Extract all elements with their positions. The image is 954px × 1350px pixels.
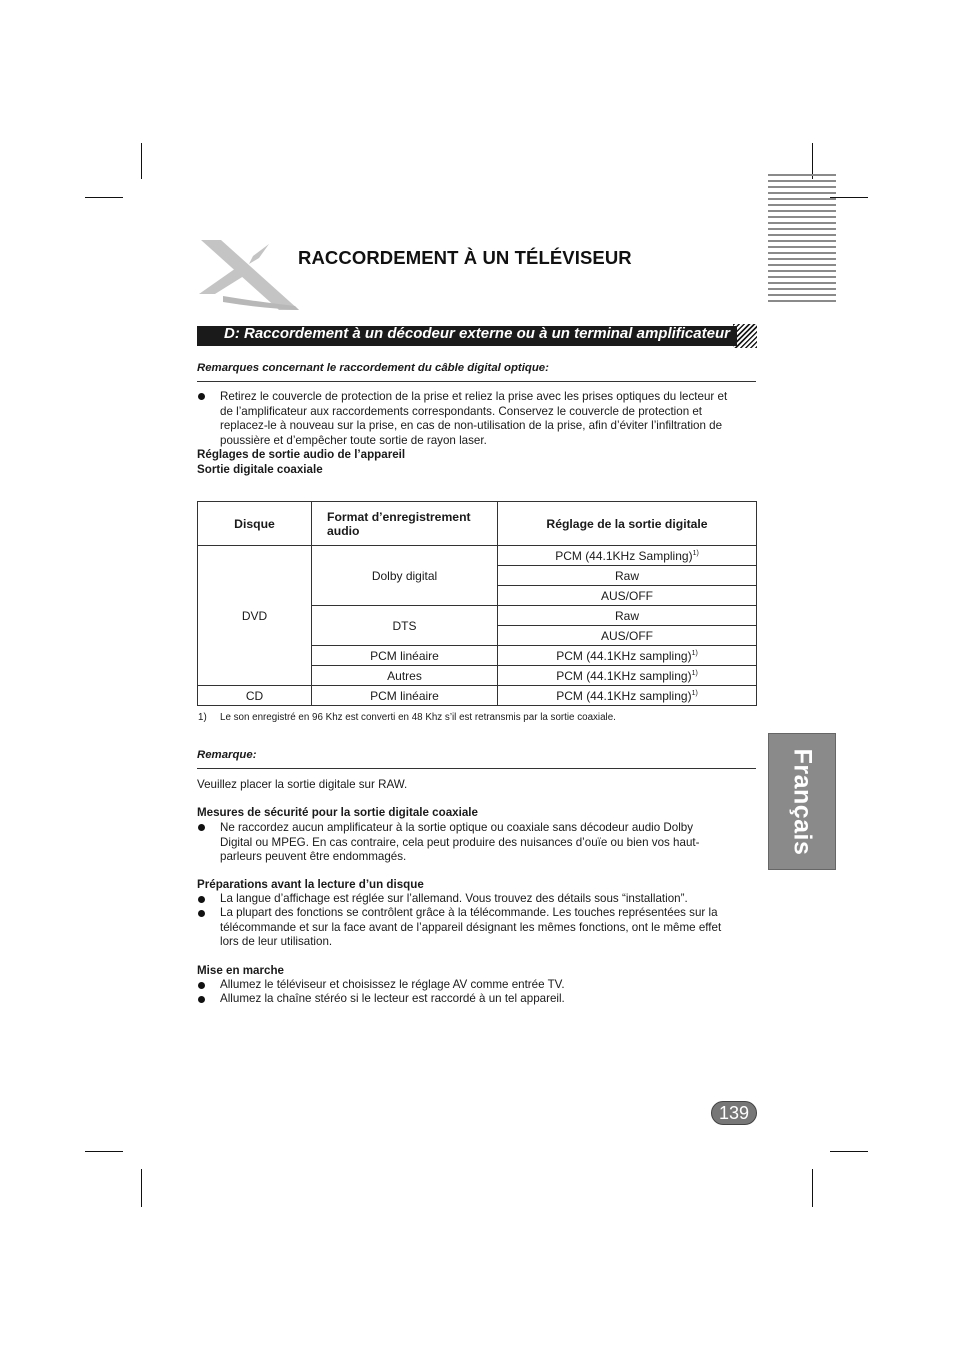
text-line: poussière et d’empêcher toute sortie de rayon laser. — [220, 433, 487, 447]
preparations-heading: Préparations avant la lecture d’un disque — [197, 878, 424, 891]
brand-x-logo — [195, 236, 303, 312]
preparations-item: La langue d’affichage est réglée sur l’allemand. Vous trouvez des détails sous “installation”. — [220, 892, 688, 905]
page-number: 139 — [711, 1101, 757, 1125]
format-dolby-cell: Dolby digital — [312, 546, 498, 606]
output-cell: AUS/OFF — [498, 586, 757, 606]
text-line: replacez-le à nouveau sur la prise, en cas de non-utilisation de la prise, afin d’éviter l’infiltration de — [220, 419, 723, 433]
footnote-marker: 1) — [198, 712, 207, 723]
section-title: D: Raccordement à un décodeur externe ou à un terminal amplificateur — [224, 325, 730, 342]
decorative-stripes — [768, 174, 836, 306]
power-item: Allumez le téléviseur et choisissez le réglage AV comme entrée TV. — [220, 978, 565, 991]
optical-notes-heading: Remarques concernant le raccordement du câble digital optique: — [197, 362, 549, 374]
text-line: parleurs peuvent être endommagés. — [220, 850, 407, 864]
bullet-icon — [198, 996, 205, 1003]
section-hatch-decoration — [733, 324, 757, 348]
optical-notes-paragraph — [220, 390, 756, 448]
output-cell — [498, 666, 757, 686]
crop-mark — [812, 1169, 813, 1207]
format-pcm-cell: PCM linéaire — [312, 646, 498, 666]
output-text: PCM (44.1KHz sampling) — [556, 688, 692, 703]
output-cell — [498, 686, 757, 706]
divider — [197, 381, 756, 382]
text-line: lors de leur utilisation. — [220, 935, 333, 949]
footnote-mark: 1) — [691, 669, 698, 677]
header-format: Format d’enregistrement audio — [312, 502, 498, 546]
remark-heading: Remarque: — [197, 749, 257, 761]
power-item: Allumez la chaîne stéréo si le lecteur est raccordé à un tel appareil. — [220, 992, 565, 1005]
format-dts-cell: DTS — [312, 606, 498, 646]
crop-mark — [85, 1151, 123, 1152]
language-tab — [768, 733, 836, 870]
footnote-mark: 1) — [691, 649, 698, 657]
digital-output-table — [197, 501, 757, 706]
output-text: PCM (44.1KHz Sampling) — [555, 548, 693, 563]
crop-mark — [141, 143, 142, 179]
output-cell: AUS/OFF — [498, 626, 757, 646]
footnote-text: Le son enregistré en 96 Khz est converti en 48 Khz s’il est retransmis par la sortie coaxiale. — [220, 712, 616, 723]
table-header-row — [198, 502, 757, 546]
output-cell: Raw — [498, 606, 757, 626]
bullet-icon — [198, 393, 205, 400]
crop-mark — [141, 1169, 142, 1207]
coax-heading: Sortie digitale coaxiale — [197, 463, 323, 476]
footnote-mark: 1) — [691, 689, 698, 697]
text-line: La plupart des fonctions se contrôlent grâce à la télécommande. Les touches représentées sur la — [220, 906, 718, 919]
crop-mark — [830, 1151, 868, 1152]
text-line: Retirez le couvercle de protection de la prise et reliez la prise avec les prises optiques du lecteur et — [220, 390, 728, 403]
text-line: télécommande et sur la face avant de l’appareil désignant les mêmes fonctions, ont le même effet — [220, 920, 722, 934]
preparations-item — [220, 906, 756, 950]
format-autres-cell: Autres — [312, 666, 498, 686]
text-line: de l’amplificateur aux raccordements correspondants. Conservez le couvercle de protection et — [220, 404, 703, 418]
output-text: PCM (44.1KHz sampling) — [556, 668, 692, 683]
output-cell — [498, 646, 757, 666]
safety-heading: Mesures de sécurité pour la sortie digitale coaxiale — [197, 806, 478, 819]
bullet-icon — [198, 896, 205, 903]
disc-dvd-cell: DVD — [198, 546, 312, 686]
header-disque: Disque — [198, 502, 312, 546]
text-line: Digital ou MPEG. En cas contraire, cela peut produire des nuisances d’ouïe ou bien vos haut- — [220, 835, 700, 849]
safety-paragraph — [220, 821, 756, 865]
remark-text: Veuillez placer la sortie digitale sur RAW. — [197, 778, 408, 791]
divider — [197, 768, 756, 769]
disc-cd-cell: CD — [198, 686, 312, 706]
table-row — [198, 686, 757, 706]
footnote-mark: 1) — [692, 549, 699, 557]
header-output: Réglage de la sortie digitale — [498, 502, 757, 546]
table-row — [198, 546, 757, 566]
power-heading: Mise en marche — [197, 964, 284, 977]
bullet-icon — [198, 910, 205, 917]
text-line: Ne raccordez aucun amplificateur à la sortie optique ou coaxiale sans décodeur audio Dolby — [220, 821, 694, 834]
output-cell: Raw — [498, 566, 757, 586]
bullet-icon — [198, 982, 205, 989]
language-tab-label: Français — [788, 748, 817, 855]
audio-settings-heading: Réglages de sortie audio de l’appareil — [197, 448, 406, 461]
output-text: PCM (44.1KHz sampling) — [556, 648, 692, 663]
output-cell — [498, 546, 757, 566]
format-cd-pcm-cell: PCM linéaire — [312, 686, 498, 706]
chapter-title: RACCORDEMENT À UN TÉLÉVISEUR — [298, 247, 632, 268]
bullet-icon — [198, 824, 205, 831]
crop-mark — [85, 197, 123, 198]
